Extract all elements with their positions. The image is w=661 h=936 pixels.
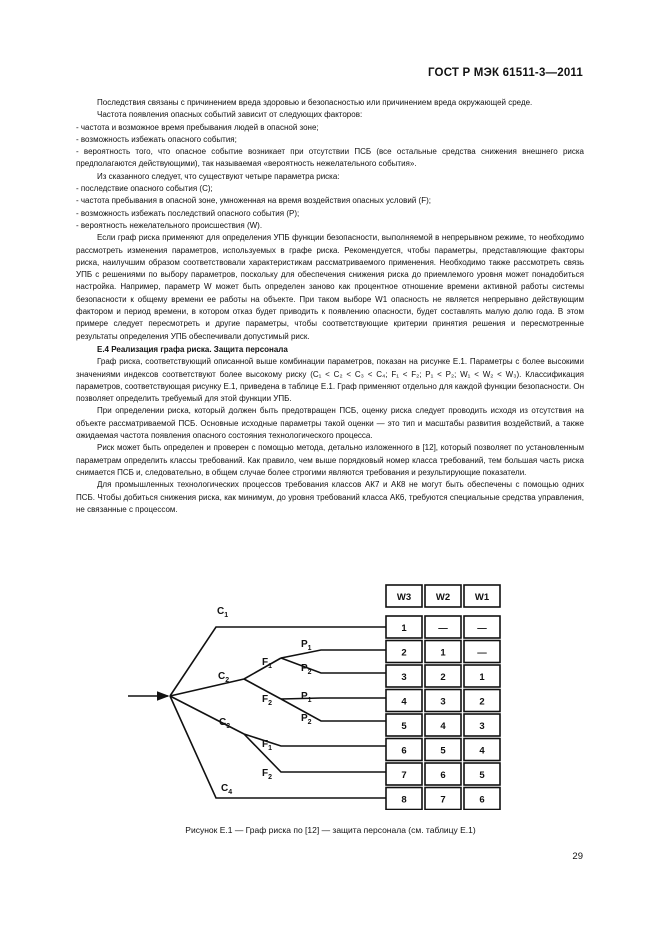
- table-cell-value: 8: [401, 794, 407, 806]
- risk-table: [386, 585, 500, 810]
- table-cell-value: 4: [479, 745, 485, 757]
- label-f1-upper: $F_1$: [262, 657, 273, 670]
- label-p2-lower: $P_2$: [301, 713, 312, 726]
- list-item: - частота пребывания в опасной зоне, умноженная на время воздействия опасных условий (F);: [76, 195, 584, 207]
- table-cell-value: 6: [440, 770, 446, 781]
- table-cell-value: 3: [401, 672, 407, 683]
- label-c3: $C_3$: [219, 717, 231, 730]
- list-item: - вероятность нежелательного происшествия (W).: [76, 220, 584, 232]
- paragraph: Из сказанного следует, что существуют четыре параметра риска:: [97, 171, 340, 181]
- branch-c3: [170, 696, 244, 734]
- paragraph: Риск может быть определен и проверен с помощью метода, детально изложенного в [12], который позволяет по установленным параметрам определить классы требований. Как правило, чем выше порядковый номер класса требований, тем большая часть риска снимается ПСБ и, следовательно, в общем случае более строгими являются требования и результирующие показатели.: [76, 443, 584, 477]
- list-item: - вероятность того, что опасное событие возникает при отсутствии ПСБ (все остальные средства снижения внешнего риска предполагаются действующими), так называемая «вероятность нежелательного события».: [76, 146, 584, 171]
- paragraph: Частота появления опасных событий зависит от следующих факторов:: [97, 110, 363, 120]
- paragraph: Если граф риска применяют для определения УПБ функции безопасности, выполняемой в непрерывном режиме, то необходимо рассмотреть изменения параметров, используемых в графе риска. Рекомендуется, чтобы параметры, представляющие факторы риска, наилучшим образом соответствовали характеристикам рассматриваемого применения. Необходимо также рассмотреть связь УПБ с решениями по выбору параметров, поскольку для обеспечения снижения риска до приемлемого уровня может понадобиться настройка. Например, параметр W может быть определен заново как процентное отношение времени активной работы системы безопасности к общему времени ее работы на объекте. При таком выборе W1 опасность не является непрерывно действующим фактором и период времени, в котором отказ будет приводить к появлению опасности, будет составлять малую долю года. В этом примере следует пересмотреть и другие параметры, чтобы соответствующие критерии принятия решения и пересмотренные результаты определения УПБ обеспечивали допустимый риск.: [76, 233, 584, 341]
- label-p1-upper: $P_1$: [301, 639, 312, 652]
- table-header-label: W2: [435, 592, 451, 603]
- risk-graph-figure: [118, 578, 508, 810]
- table-cell-value: 2: [440, 672, 446, 683]
- risk-graph: [118, 578, 508, 810]
- list-item: - частота и возможное время пребывания людей в опасной зоне;: [76, 122, 584, 134]
- list-item: - возможность избежать последствий опасного события (P);: [76, 208, 584, 220]
- table-cell-value: —: [477, 623, 487, 634]
- table-header-label: W1: [474, 592, 490, 603]
- table-cell-value: 3: [440, 696, 446, 708]
- table-cell-value: 6: [401, 745, 407, 757]
- label-f2-lower: $F_2$: [262, 768, 273, 781]
- paragraph: При определении риска, который должен быть предотвращен ПСБ, оценку риска следует проводить исходя из отсутствия на объекте рассматриваемой ПСБ. Основные исходные параметры такой оценки — это тип и масштабы развития воздействий, а также ожидаемая частота появления опасного состояния технологического процесса.: [76, 406, 584, 441]
- branch-c2: [170, 679, 244, 696]
- label-c4: $C_4$: [221, 783, 233, 796]
- branch-f2a-p1: [281, 698, 386, 699]
- branch-f1a-p2: [281, 658, 386, 673]
- branch-c4: [170, 696, 386, 798]
- table-cell-value: 1: [479, 672, 485, 683]
- table-cell-value: 1: [440, 647, 446, 659]
- list-item: - возможность избежать опасного события;: [76, 134, 584, 146]
- list-item: - последствие опасного события (C);: [76, 183, 584, 195]
- table-cell-value: 3: [479, 721, 485, 732]
- label-c2: $C_2$: [218, 671, 230, 684]
- label-p2-upper: $P_2$: [301, 663, 312, 676]
- table-cell-value: 4: [440, 721, 446, 732]
- table-cell-value: 7: [440, 794, 446, 806]
- table-cell-value: 5: [401, 721, 407, 732]
- branch-c1: [170, 627, 386, 696]
- label-f1-lower: $F_1$: [262, 739, 273, 752]
- table-cell-value: —: [477, 647, 487, 659]
- table-cell-value: —: [438, 623, 448, 634]
- table-header-label: W3: [396, 592, 412, 603]
- graph-lines: [128, 627, 386, 798]
- branch-f1a-p1: [281, 650, 386, 658]
- branch-labels: [217, 606, 312, 796]
- paragraph: Последствия связаны с причинением вреда здоровью и безопасностью или причинением вреда окружающей среде.: [97, 98, 533, 107]
- label-p1-lower: $P_1$: [301, 691, 312, 704]
- section-heading: Е.4 Реализация графа риска. Защита персонала: [97, 344, 288, 354]
- paragraph: Для промышленных технологических процессов требования классов АК7 и АК8 не могут быть обеспечены с помощью одних ПСБ. Чтобы добиться снижения риска, как минимум, до уровня требований класса АК6, требуются специальные средства управления, не связанные с процессом.: [76, 480, 584, 514]
- paragraph: Граф риска, соответствующий описанной выше комбинации параметров, показан на рисунке Е.1. Параметры с более высокими значениями индексов соответствуют более высокому риску (C₁ < C₂ < C₃ < C₄; F₁ < F₂; P₁ < P₂; W₁ < W₂ < W₃). Классификация параметров, соответствующая рисунку Е.1, приведена в таблице Е.1. Граф применяют отдельно для каждой функции безопасности. Он позволяет определить требуемый для этой функции УПБ.: [76, 357, 584, 404]
- document-header: ГОСТ Р МЭК 61511-3—2011: [427, 67, 583, 79]
- label-f2-upper: $F_2$: [262, 694, 273, 707]
- table-cell-value: 1: [401, 623, 407, 634]
- label-c1: $C_1$: [217, 606, 229, 619]
- table-cell-value: 4: [401, 696, 407, 708]
- table-cell-value: 5: [479, 770, 485, 781]
- table-cell-value: 2: [479, 696, 485, 708]
- table-cell-value: 7: [401, 770, 407, 781]
- branch-f2a-p2: [281, 699, 386, 721]
- page-number: 29: [572, 851, 583, 862]
- figure-caption: Рисунок Е.1 — Граф риска по [12] — защита персонала (см. таблицу Е.1): [185, 825, 476, 835]
- table-cell-value: 2: [401, 647, 407, 659]
- table-cell-value: 6: [479, 794, 485, 806]
- body-text: [76, 97, 584, 516]
- table-cell-value: 5: [440, 745, 446, 757]
